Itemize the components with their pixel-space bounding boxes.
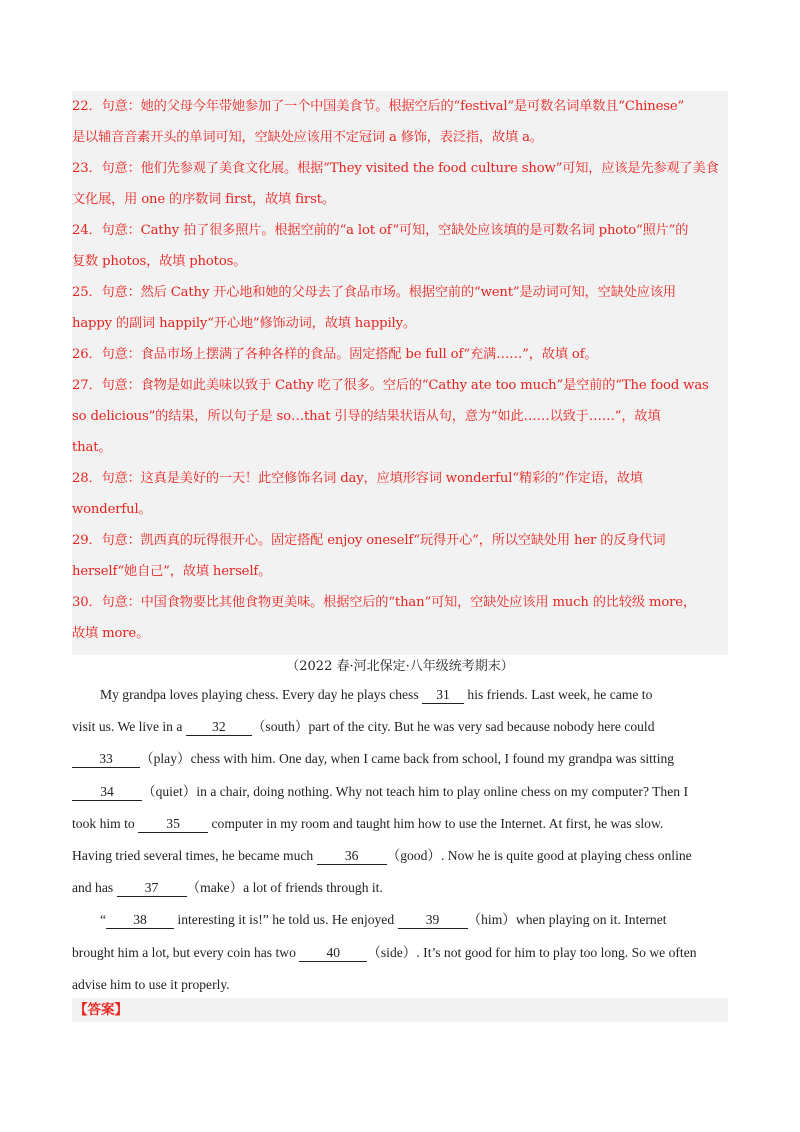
passage-line: brought him a lot, but every coin has two 40 （side）. It’s not good for him to play too long. So we often [72,944,697,960]
explanation-line: 文化展，用 one 的序数词 first，故填 first。 [72,192,335,207]
passage-line: My grandpa loves playing chess. Every day he plays chess 31 his friends. Last week, he came to [100,687,653,702]
passage-line: advise him to use it properly. [72,976,230,992]
explanation-line: happy 的副词 happily“开心地”修饰动词，故填 happily。 [72,316,416,331]
explanation-line: 22．句意：她的父母今年带她参加了一个中国美食节。根据空后的“festival”是可数名词单数且“Chinese” [72,99,685,114]
explanation-line: wonderful。 [72,502,152,517]
passage-line: 33 （play）chess with him. One day, when I came back from school, I found my grandpa was sitting [72,743,732,775]
explanation-line: 故填 more。 [72,626,150,641]
explanation-line: 27．句意：食物是如此美味以致于 Cathy 吃了很多。空后的“Cathy ate too much”是空前的“The food was [72,378,709,393]
passage-line: visit us. We live in a 32 （south）part of the city. But he was very sad because nobody here could [72,719,655,735]
explanation-line: herself“她自己”，故填 herself。 [72,564,272,579]
explanation-line: 24．句意：Cathy 拍了很多照片。根据空前的“a lot of”可知，空缺处应该填的是可数名词 photo“照片”的 [72,223,689,238]
blank-37[interactable]: 37 [117,881,187,897]
explanation-line: 25．句意：然后 Cathy 开心地和她的父母去了食品市场。根据空前的“went”是动词可知，空缺处应该用 [72,285,676,300]
blank-33[interactable]: 33 [72,752,140,768]
explanation-line: 29．句意：凯西真的玩得很开心。固定搭配 enjoy oneself“玩得开心”，所以空缺处用 her 的反身代词 [72,533,666,548]
blank-32[interactable]: 32 [186,720,252,736]
blank-40[interactable]: 40 [299,946,367,962]
explanation-line: so delicious”的结果，所以句子是 so…that 引导的结果状语从句，意为“如此……以致于……”，故填 [72,409,661,424]
answer-header [72,998,728,1022]
blank-36[interactable]: 36 [317,849,387,865]
passage-line: and has 37 （make）a lot of friends through it. [72,880,383,896]
blank-34[interactable]: 34 [72,785,142,801]
explanation-line: 30．句意：中国食物要比其他食物更美味。根据空后的“than”可知，空缺处应该用 much 的比较级 more， [72,595,696,610]
explanation-line: that。 [72,440,112,455]
passage-line: 34 （quiet）in a chair, doing nothing. Why not teach him to play online chess on my computer? Then I [72,776,732,808]
explanation-line: 是以辅音音素开头的单词可知，空缺处应该用不定冠词 a 修饰，表泛指，故填 a。 [72,130,543,145]
blank-38[interactable]: 38 [106,913,174,929]
passage-line: took him to 35 computer in my room and taught him how to use the Internet. At first, he was slow. [72,815,664,831]
blank-39[interactable]: 39 [398,913,468,929]
blank-35[interactable]: 35 [138,817,208,833]
answer-label: 【答案】 [74,1002,128,1018]
explanation-line: 复数 photos，故填 photos。 [72,254,247,269]
explanation-line: 28．句意：这真是美好的一天！此空修饰名词 day，应填形容词 wonderful“精彩的”作定语，故填 [72,471,643,486]
explanation-line: 23．句意：他们先参观了美食文化展。根据“They visited the food culture show”可知，应该是先参观了美食 [72,161,719,176]
passage-line: “ 38 interesting it is!” he told us. He enjoyed 39 （him）when playing on it. Internet [100,912,667,928]
explanation-section [72,91,728,655]
blank-31[interactable]: 31 [422,688,464,704]
question-source: （2022 春·河北保定·八年级统考期末） [286,659,514,674]
explanation-line: 26．句意：食品市场上摆满了各种各样的食品。固定搭配 be full of“充满……”，故填 of。 [72,347,598,362]
passage-line: Having tried several times, he became much 36 （good）. Now he is quite good at playing chess online [72,847,692,863]
cloze-passage [72,679,732,1001]
